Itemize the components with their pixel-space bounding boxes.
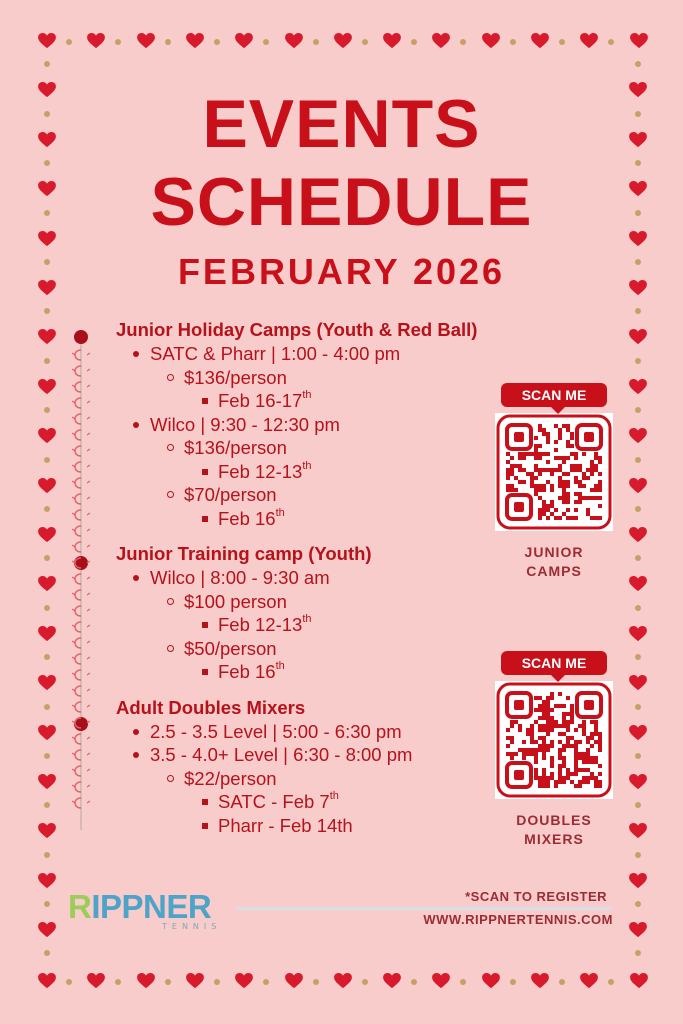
heart-icon <box>38 823 56 839</box>
section-junior-holiday-camps <box>116 318 516 530</box>
border-dot <box>165 979 171 985</box>
border-dot <box>44 506 50 512</box>
border-dot <box>635 308 641 314</box>
border-dot <box>635 555 641 561</box>
section-title: Adult Doubles Mixers <box>116 696 306 718</box>
heart-icon <box>137 33 155 49</box>
heart-icon <box>38 774 56 790</box>
border-dot <box>44 704 50 710</box>
border-dot <box>66 979 72 985</box>
border-dot <box>44 753 50 759</box>
heart-icon <box>38 478 56 494</box>
list-item: $22/person <box>116 767 516 791</box>
heart-icon <box>137 973 155 989</box>
border-dot <box>635 407 641 413</box>
heart-icon <box>38 973 56 989</box>
heart-icon <box>334 973 352 989</box>
scan-me-button[interactable]: SCAN ME <box>501 651 607 675</box>
section-title: Junior Training camp (Youth) <box>116 543 372 564</box>
border-dot <box>510 39 516 45</box>
border-dot <box>44 358 50 364</box>
heart-icon <box>629 626 647 642</box>
title-line-1: EVENTS <box>202 86 481 162</box>
heart-icon <box>285 973 303 989</box>
border-dot <box>44 308 50 314</box>
list-item: $50/person <box>116 637 516 661</box>
border-dot <box>635 605 641 611</box>
list-item: SATC - Feb 7th <box>116 790 516 814</box>
list-item: Feb 12-13th <box>116 613 516 637</box>
border-dot <box>165 39 171 45</box>
border-dot <box>635 61 641 67</box>
heart-icon <box>630 973 648 989</box>
heart-icon <box>629 873 647 889</box>
border-dot <box>44 605 50 611</box>
heart-icon <box>630 33 648 49</box>
border-dot <box>635 901 641 907</box>
heart-icon <box>629 576 647 592</box>
list-item: Wilco | 9:30 - 12:30 pm <box>116 413 516 437</box>
border-dot <box>44 901 50 907</box>
list-item: Feb 16-17th <box>116 389 516 413</box>
heart-icon <box>186 973 204 989</box>
border-dot <box>115 39 121 45</box>
heart-icon <box>531 973 549 989</box>
heart-icon <box>629 428 647 444</box>
border-dot <box>44 555 50 561</box>
heart-icon <box>38 329 56 345</box>
border-dot <box>44 457 50 463</box>
heart-icon <box>629 478 647 494</box>
border-dot <box>44 950 50 956</box>
list-item: Feb 12-13th <box>116 460 516 484</box>
qr-junior-camps[interactable] <box>495 383 613 581</box>
section-title: Junior Holiday Camps (Youth & Red Ball) <box>116 319 478 340</box>
scan-me-button[interactable]: SCAN ME <box>501 383 607 407</box>
list-item: Pharr - Feb 14th <box>116 814 516 838</box>
heart-icon <box>629 329 647 345</box>
heart-icon <box>531 33 549 49</box>
heart-icon <box>38 725 56 741</box>
border-dot <box>44 852 50 858</box>
border-dot <box>635 802 641 808</box>
qr-doubles-mixers[interactable] <box>495 651 613 849</box>
heart-icon <box>629 922 647 938</box>
border-dot <box>635 358 641 364</box>
border-dot <box>44 802 50 808</box>
qr-label: JUNIOR CAMPS <box>524 544 584 579</box>
list-item: $100 person <box>116 590 516 614</box>
heart-icon <box>235 973 253 989</box>
border-dot <box>635 704 641 710</box>
rippner-tennis-logo: RIPPNER TENNIS <box>68 888 222 931</box>
border-dot <box>608 39 614 45</box>
list-item: 2.5 - 3.5 Level | 5:00 - 6:30 pm <box>116 720 516 744</box>
border-dot <box>635 457 641 463</box>
heart-icon <box>580 33 598 49</box>
qr-code-image[interactable] <box>495 681 613 799</box>
title-line-2: SCHEDULE <box>150 164 533 240</box>
border-dot <box>313 979 319 985</box>
border-dot <box>559 39 565 45</box>
heart-icon <box>38 33 56 49</box>
list-item: 3.5 - 4.0+ Level | 6:30 - 8:00 pm <box>116 743 516 767</box>
heart-icon <box>432 33 450 49</box>
heart-icon <box>235 33 253 49</box>
list-item: Feb 16th <box>116 507 516 531</box>
border-dot <box>44 407 50 413</box>
heart-icon <box>383 973 401 989</box>
border-dot <box>608 979 614 985</box>
border-dot <box>635 753 641 759</box>
schedule-list <box>116 318 516 837</box>
border-dot <box>115 979 121 985</box>
border-dot <box>559 979 565 985</box>
divider <box>236 907 612 910</box>
border-dot <box>411 979 417 985</box>
heart-icon <box>629 823 647 839</box>
heart-icon <box>38 576 56 592</box>
qr-label: DOUBLES MIXERS <box>516 812 592 847</box>
heart-icon <box>383 33 401 49</box>
heart-icon <box>186 33 204 49</box>
heart-icon <box>285 33 303 49</box>
border-dot <box>263 979 269 985</box>
border-dot <box>362 979 368 985</box>
section-junior-training-camp <box>116 542 516 684</box>
scan-note: *SCAN TO REGISTER <box>465 889 607 904</box>
border-dot <box>460 979 466 985</box>
border-dot <box>362 39 368 45</box>
qr-code-image[interactable] <box>495 413 613 531</box>
heart-icon <box>38 873 56 889</box>
month-subtitle: FEBRUARY 2026 <box>177 251 506 292</box>
list-item: $70/person <box>116 483 516 507</box>
list-item: $136/person <box>116 436 516 460</box>
heart-icon <box>629 379 647 395</box>
heart-icon <box>38 626 56 642</box>
border-dot <box>635 506 641 512</box>
heart-icon <box>38 675 56 691</box>
border-dot <box>66 39 72 45</box>
heart-icon <box>629 774 647 790</box>
heart-icon <box>38 428 56 444</box>
border-dot <box>635 654 641 660</box>
heart-icon <box>432 973 450 989</box>
heart-icon <box>629 527 647 543</box>
heart-icon <box>580 973 598 989</box>
list-item: $136/person <box>116 366 516 390</box>
heart-icon <box>38 922 56 938</box>
list-item: Wilco | 8:00 - 9:30 am <box>116 566 516 590</box>
heart-icon <box>38 379 56 395</box>
heart-icon <box>334 33 352 49</box>
border-dot <box>510 979 516 985</box>
border-dot <box>460 39 466 45</box>
section-adult-doubles-mixers <box>116 696 516 838</box>
heart-icon <box>482 33 500 49</box>
heart-icon <box>629 725 647 741</box>
border-dot <box>263 39 269 45</box>
border-dot <box>635 852 641 858</box>
heart-icon <box>482 973 500 989</box>
heart-icon <box>629 675 647 691</box>
border-dot <box>313 39 319 45</box>
border-dot <box>44 61 50 67</box>
list-item: SATC & Pharr | 1:00 - 4:00 pm <box>116 342 516 366</box>
list-item: Feb 16th <box>116 660 516 684</box>
border-dot <box>214 979 220 985</box>
border-dot <box>44 654 50 660</box>
heart-icon <box>87 33 105 49</box>
heart-icon <box>38 527 56 543</box>
border-dot <box>411 39 417 45</box>
heart-icon <box>87 973 105 989</box>
border-dot <box>635 950 641 956</box>
website-link[interactable]: WWW.RIPPNERTENNIS.COM <box>423 912 613 927</box>
border-dot <box>214 39 220 45</box>
